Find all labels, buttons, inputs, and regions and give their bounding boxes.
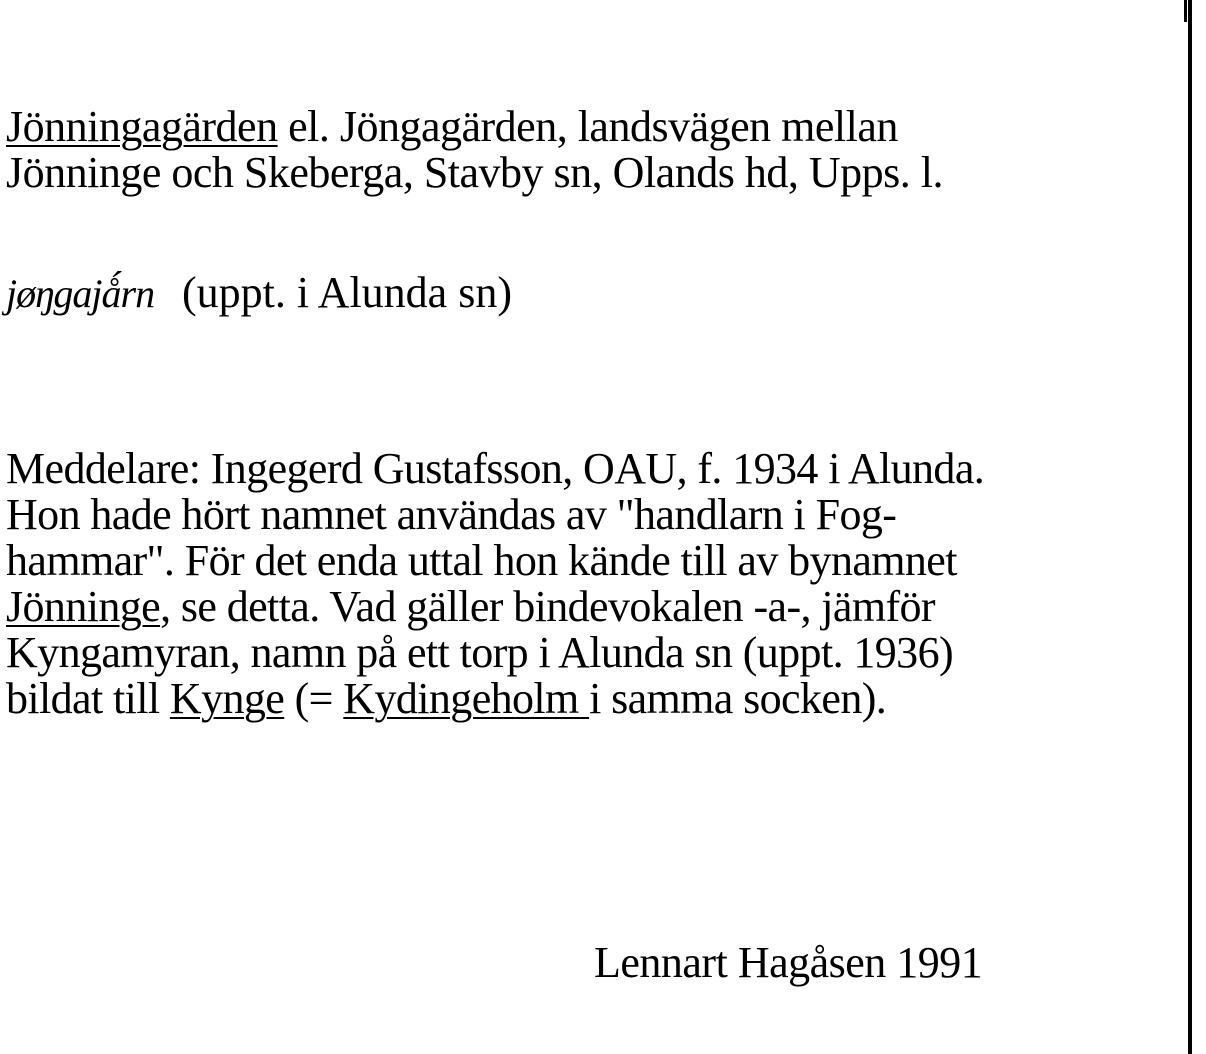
- edge-tick: [1184, 0, 1187, 22]
- informant-note: [6, 446, 984, 722]
- entry-line-1: [6, 104, 943, 150]
- entry-line-1-rest: el. Jöngagärden, landsvägen mellan: [277, 102, 898, 151]
- card-edge-rule: [1188, 0, 1192, 1054]
- body-line-1: Meddelare: Ingegerd Gustafsson, OAU, f. 1934 i Alunda.: [6, 444, 985, 493]
- reference-kynge: Kynge: [169, 674, 285, 723]
- body-line-6: [6, 676, 984, 722]
- body-line-6-mid: (=: [284, 674, 344, 723]
- signature: Lennart Hagåsen 1991: [594, 938, 983, 987]
- body-line-4: [6, 584, 984, 630]
- pronunciation: [6, 270, 512, 317]
- phonetic-transcription: jøŋgajǻrn: [6, 271, 155, 316]
- body-line-6-post: i samma socken).: [589, 674, 887, 723]
- pronunciation-note: (uppt. i Alunda sn): [182, 268, 512, 317]
- entry-heading: [6, 104, 943, 196]
- headword: Jönningagärden: [6, 102, 278, 151]
- record-card: [6, 0, 1176, 1054]
- reference-jonninge: Jönninge: [6, 582, 161, 631]
- body-line-6-pre: bildat till: [6, 674, 170, 723]
- body-line-2: Hon hade hört namnet användas av "handlarn i Fog-: [6, 490, 897, 539]
- body-line-4-rest: , se detta. Vad gäller bindevokalen -a-, jämför: [160, 582, 935, 631]
- body-line-3: hammar". För det enda uttal hon kände till av bynamnet: [6, 536, 957, 585]
- reference-kydingeholm: Kydingeholm: [343, 674, 590, 723]
- entry-line-2: Jönninge och Skeberga, Stavby sn, Olands hd, Upps. l.: [6, 148, 943, 197]
- body-line-5: Kyngamyran, namn på ett torp i Alunda sn (uppt. 1936): [6, 628, 954, 677]
